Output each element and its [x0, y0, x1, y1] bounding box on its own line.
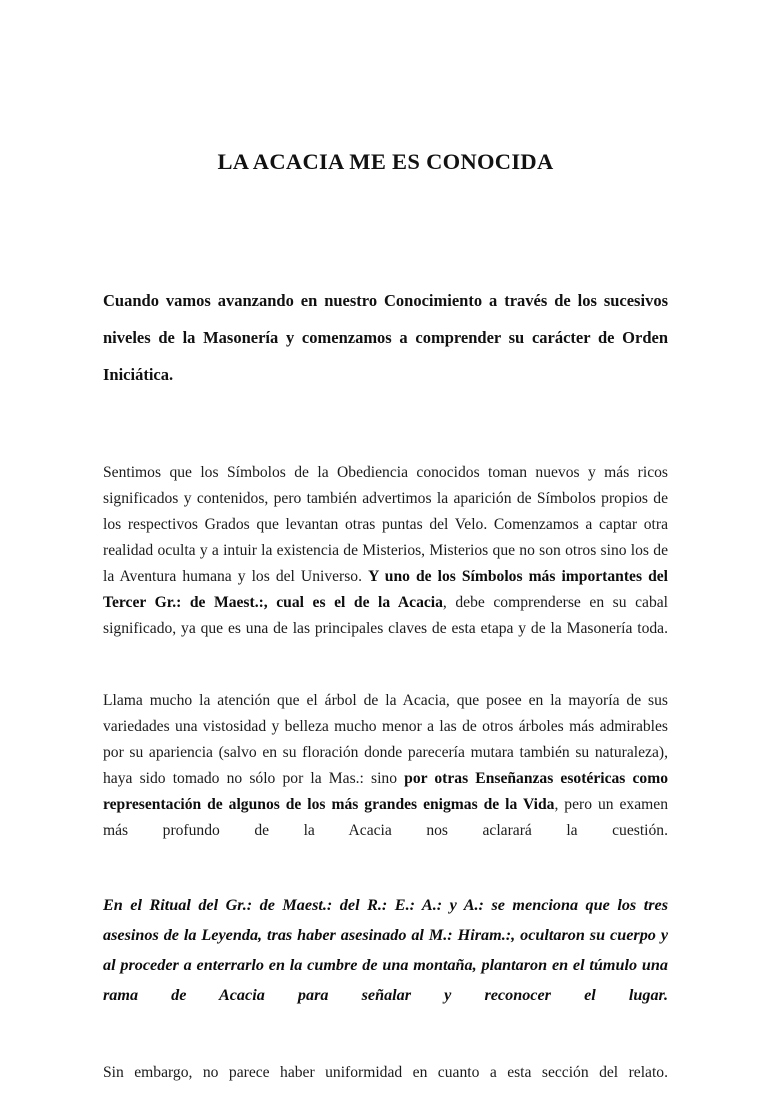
body-paragraphs — [103, 430, 668, 1112]
paragraph-3-text-part-2: , pero un examen más profundo de la Acacia nos aclarará la cuestión. — [103, 796, 668, 840]
page-title: LA ACACIA ME ES CONOCIDA — [217, 149, 554, 174]
paragraph-2 — [103, 460, 668, 668]
ritual-quote-paragraph: En el Ritual del Gr.: de Maest.: del R.: E.: A.: y A.: se menciona que los tres asesinos de la Leyenda, tras haber asesinado al M.: Hiram.:, ocultaron su cuerpo y al proceder a enterrarlo en la cumbre de una montaña, plantaron en el túmulo una rama de Acacia para señalar y reconocer el lugar. — [103, 896, 668, 1005]
paragraph-2-bold-emphasis: Y uno de los Símbolos más importantes del Tercer Gr.: de Maest.:, cual es el de la Acacia — [103, 568, 668, 612]
paragraph-2-text-part-2: , debe comprenderse en su cabal significado, ya que es una de las principales claves de esta etapa y de la Masonería toda. — [103, 594, 668, 638]
document-content-column — [103, 0, 668, 1112]
closing-paragraph: Sin embargo, no parece haber uniformidad en cuanto a esta sección del relato. — [103, 1064, 668, 1082]
paragraph-2-text-part-1: Sentimos que los Símbolos de la Obediencia conocidos toman nuevos y más ricos significados y contenidos, pero también advertimos la aparición de Símbolos propios de los respectivos Grados que levantan otras puntas del Velo. Comenzamos a captar otra realidad oculta y a intuir la existencia de Misterios, Misterios que no son otros sino los de la Aventura humana y los del Universo. — [103, 464, 668, 586]
lead-paragraph: Cuando vamos avanzando en nuestro Conocimiento a través de los sucesivos niveles de la Masonería y comenzamos a comprender su carácter de Orden Iniciática. — [103, 291, 668, 385]
paragraph-3-text-part-1: Llama mucho la atención que el árbol de la Acacia, que posee en la mayoría de sus variedades una vistosidad y belleza mucho menor a las de otros árboles más admirables por su apariencia (salvo en su floración donde parecería mutara también su naturaleza), haya sido tomado no sólo por la Mas.: sino — [103, 692, 668, 788]
paragraph-3 — [103, 688, 668, 870]
paragraph-3-bold-emphasis: por otras Enseñanzas esotéricas como representación de algunos de los más grandes enigmas de la Vida — [103, 770, 669, 814]
